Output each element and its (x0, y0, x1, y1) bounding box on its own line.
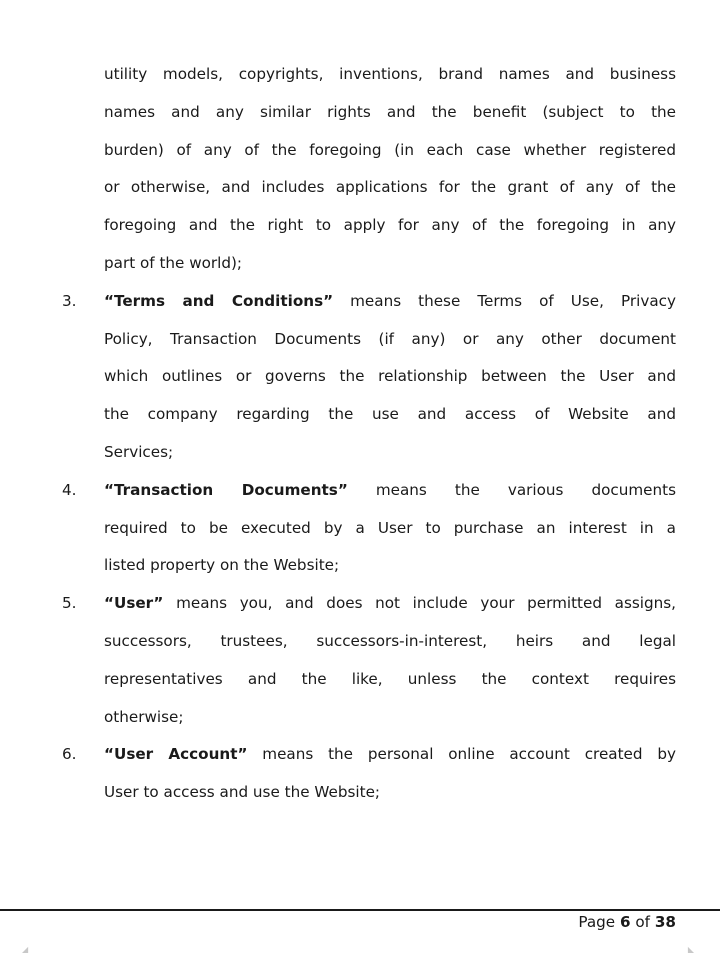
of-label: of (635, 913, 651, 931)
list-item-number: 3. (62, 291, 77, 310)
text-line (0, 207, 720, 245)
text-segment: otherwise; (104, 707, 184, 726)
line-text (104, 254, 242, 272)
list-item-line (0, 736, 720, 774)
current-page-number: 6 (619, 913, 631, 931)
text-segment: Policy, Transaction Documents (if any) or any other document (104, 329, 676, 348)
list-item-line (0, 283, 720, 321)
text-segment: User to access and use the Website; (104, 783, 381, 802)
text-segment: means you, and does not include your permitted assigns, (163, 594, 676, 613)
text-segment: means these Terms of Use, Privacy (333, 291, 676, 310)
text-line (0, 661, 720, 699)
corner-mark-right-icon: ◣ (687, 945, 694, 954)
text-segment: utility models, copyrights, inventions, brand names and business (104, 65, 676, 83)
text-segment: part of the world); (104, 253, 243, 272)
list-item-number: 6. (62, 745, 77, 764)
text-line (0, 396, 720, 434)
line-text (104, 405, 676, 423)
list-item-number: 5. (62, 594, 77, 613)
line-text (104, 745, 676, 763)
corner-mark-left-icon: ◢ (22, 945, 29, 954)
list-item-line (0, 472, 720, 510)
line-text (104, 103, 676, 121)
document-body (0, 56, 720, 812)
footer-rule (0, 909, 720, 911)
text-line (0, 699, 720, 737)
text-line (0, 94, 720, 132)
list-item-number: 4. (62, 480, 77, 499)
text-line (0, 547, 720, 585)
text-segment: means the personal online account created by (247, 745, 676, 764)
line-text (104, 330, 676, 348)
defined-term: “Transaction Documents” (104, 480, 348, 499)
line-text (104, 556, 339, 574)
text-line (0, 132, 720, 170)
page-label: Page (578, 913, 616, 931)
line-text (104, 519, 676, 537)
line-text (104, 670, 676, 688)
line-text (104, 141, 676, 159)
text-segment: the company regarding the use and access of Website and (104, 405, 676, 424)
text-segment: foregoing and the right to apply for any of the foregoing in any (104, 216, 676, 235)
line-text (104, 481, 676, 499)
page-footer (578, 912, 676, 932)
text-line (0, 245, 720, 283)
text-segment: required to be executed by a User to purchase an interest in a (104, 518, 676, 537)
line-text (104, 65, 676, 83)
line-text (104, 594, 676, 612)
text-segment: burden) of any of the foregoing (in each case whether registered (104, 140, 676, 159)
text-line (0, 623, 720, 661)
text-line (0, 510, 720, 548)
text-segment: listed property on the Website; (104, 556, 340, 575)
text-segment: representatives and the like, unless the context requires (104, 669, 676, 688)
total-pages-number: 38 (654, 913, 676, 931)
line-text (104, 292, 676, 310)
text-line (0, 321, 720, 359)
text-line (0, 434, 720, 472)
line-text (104, 216, 676, 234)
text-line (0, 358, 720, 396)
text-line (0, 774, 720, 812)
text-segment: names and any similar rights and the benefit (subject to the (104, 102, 676, 121)
line-text (104, 783, 380, 801)
defined-term: “User” (104, 594, 164, 613)
line-text (104, 708, 183, 726)
line-text (104, 178, 676, 196)
text-segment: Services; (104, 442, 174, 461)
text-segment: which outlines or governs the relationship between the User and (104, 367, 676, 386)
text-line (0, 56, 720, 94)
text-line (0, 169, 720, 207)
line-text (104, 367, 676, 385)
defined-term: “Terms and Conditions” (104, 291, 334, 310)
list-item-line (0, 585, 720, 623)
text-segment: successors, trustees, successors-in-interest, heirs and legal (104, 631, 676, 650)
defined-term: “User Account” (104, 745, 248, 764)
text-segment: or otherwise, and includes applications for the grant of any of the (104, 178, 676, 197)
line-text (104, 632, 676, 650)
line-text (104, 443, 173, 461)
text-segment: means the various documents (347, 480, 676, 499)
